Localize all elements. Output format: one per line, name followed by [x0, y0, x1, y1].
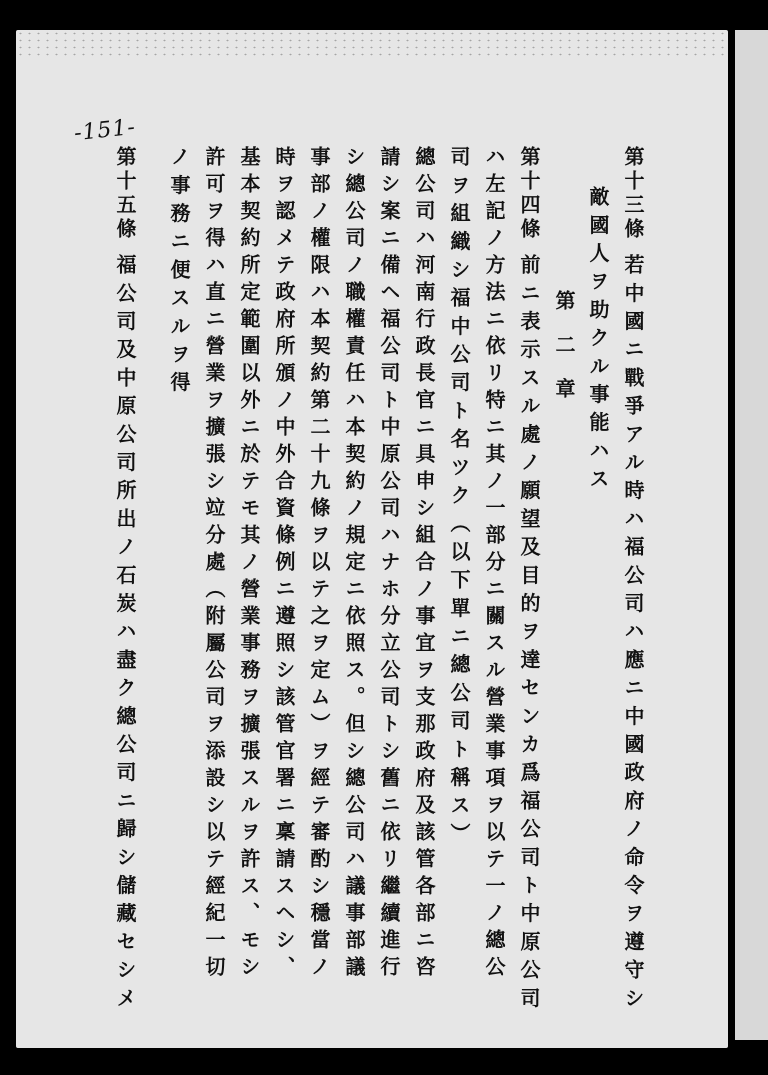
text-column: [110, 146, 140, 1015]
article-label: 第十四條: [517, 146, 541, 242]
column-text: 事部ノ權限ハ本契約第二十九條ヲ以テ之ヲ定ム）ヲ經テ審酌シ穩當ノ: [307, 146, 331, 983]
chapter-heading-text: 第 二 章: [552, 290, 576, 400]
page-number: -151-: [72, 114, 137, 147]
text-column: [479, 146, 509, 983]
text-column: [234, 146, 264, 983]
text-column: [514, 146, 544, 1015]
text-column: [583, 186, 613, 496]
column-text: 敵國人ヲ助クル事能ハス: [586, 186, 610, 497]
column-text: 司ヲ組織シ福中公司ト名ツク（以下單ニ總公司ト稱ス）: [447, 146, 471, 851]
column-text: 請シ案ニ備ヘ福公司ト中原公司ハナホ分立公司トシ舊ニ依リ繼續進行: [377, 146, 401, 983]
column-text: 基本契約所定範圍以外ニ於テモ其ノ營業事務ヲ擴張スルヲ許ス、モシ: [237, 146, 261, 983]
column-text: 時ヲ認メテ政府所頒ノ中外合資條例ニ遵照シ該管官署ニ稟請スヘシ、: [272, 146, 296, 983]
adjacent-page-edge: [735, 30, 768, 1040]
column-text: シ總公司ノ職權責任ハ本契約ノ規定ニ依照ス。但シ總公司ハ議事部議: [342, 146, 366, 983]
text-column: [199, 146, 229, 983]
text-column: [339, 146, 369, 983]
text-column: [409, 146, 439, 983]
column-text: ハ左記ノ方法ニ依リ特ニ其ノ一部分ニ關スル營業事項ヲ以テ一ノ總公: [482, 146, 506, 983]
text-column: [618, 146, 648, 1015]
text-column: [304, 146, 334, 983]
article-label: 第十三條: [621, 146, 645, 242]
text-column: [269, 146, 299, 983]
column-text: ノ事務ニ便スルヲ得: [167, 146, 191, 400]
column-text: 許可ヲ得ハ直ニ營業ヲ擴張シ竝分處（附屬公司ヲ添設シ以テ經紀一切: [202, 146, 226, 983]
column-text: 福公司及中原公司所出ノ石炭ハ盡ク總公司ニ歸シ儲藏セシメ: [113, 254, 137, 1016]
text-column: [444, 146, 474, 851]
text-column: [374, 146, 404, 983]
chapter-heading: [549, 290, 579, 400]
column-text: 前ニ表示スル處ノ願望及目的ヲ達センカ爲福公司ト中原公司: [517, 254, 541, 1016]
article-label: 第十五條: [113, 146, 137, 242]
column-text: 總公司ハ河南行政長官ニ具申シ組合ノ事宜ヲ支那政府及該管各部ニ咨: [412, 146, 436, 983]
column-text: 若中國ニ戰爭アル時ハ福公司ハ應ニ中國政府ノ命令ヲ遵守シ: [621, 254, 645, 1016]
text-column: [164, 146, 194, 400]
paper-edge-speckle: [16, 30, 728, 56]
